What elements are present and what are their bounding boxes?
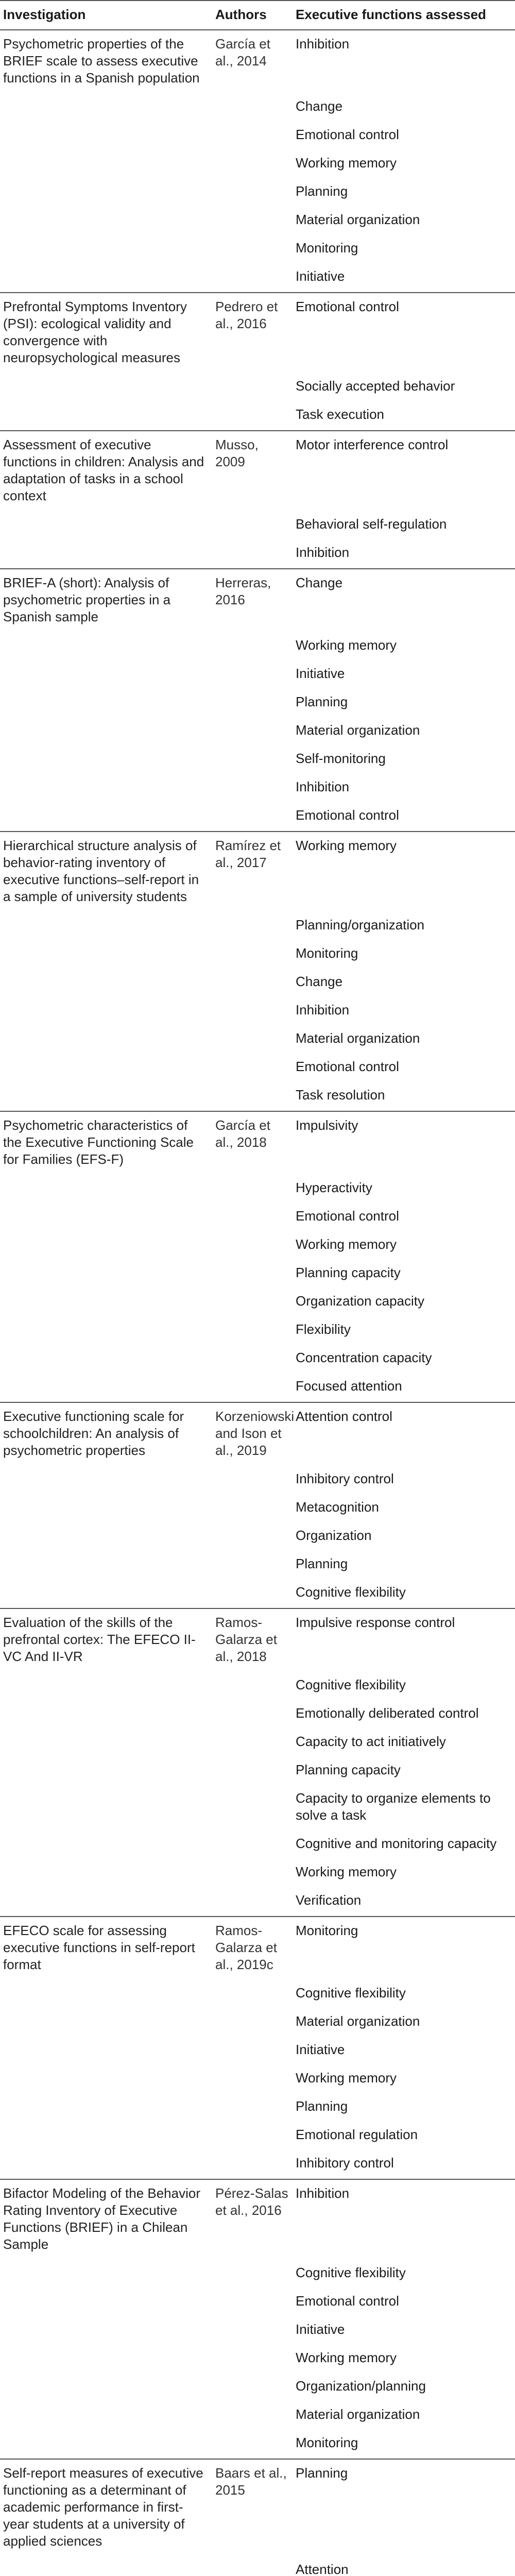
function-cell: Emotional control xyxy=(296,1208,399,1224)
table-row xyxy=(0,1402,515,1459)
empty-cell xyxy=(0,504,212,533)
empty-cell xyxy=(212,228,293,257)
empty-cell xyxy=(212,795,293,832)
function-cell: Cognitive flexibility xyxy=(296,1985,406,2001)
empty-cell xyxy=(212,115,293,143)
empty-cell xyxy=(212,1019,293,1047)
table-row xyxy=(0,1487,515,1516)
empty-cell xyxy=(0,2550,212,2576)
empty-cell xyxy=(0,228,212,257)
empty-cell xyxy=(0,200,212,228)
empty-cell xyxy=(0,2395,212,2423)
function-cell: Impulsive response control xyxy=(293,1608,515,1665)
empty-cell xyxy=(212,990,293,1019)
table-row xyxy=(0,143,515,172)
table-row xyxy=(0,1778,515,1824)
empty-cell xyxy=(0,533,212,569)
empty-cell xyxy=(0,2058,212,2087)
function-cell: Working memory xyxy=(296,637,397,653)
table-row xyxy=(0,2459,515,2550)
table-row xyxy=(0,30,515,87)
empty-cell xyxy=(212,2366,293,2395)
table-row xyxy=(0,832,515,905)
function-cell: Emotionally deliberated control xyxy=(296,1705,479,1721)
investigation-cell: Prefrontal Symptoms Inventory (PSI): ecological validity and convergence with neuropsychological measures xyxy=(0,293,212,366)
table-row xyxy=(0,504,515,533)
table-row xyxy=(0,1917,515,1973)
function-cell: Socially accepted behavior xyxy=(296,378,455,394)
function-cell: Initiative xyxy=(296,666,345,681)
function-cell: Material organization xyxy=(296,212,420,227)
authors-cell: Pedrero et al., 2016 xyxy=(212,293,293,366)
function-cell: Working memory xyxy=(296,1864,397,1879)
empty-cell xyxy=(212,2395,293,2423)
empty-cell xyxy=(0,2366,212,2395)
empty-cell xyxy=(212,1516,293,1544)
empty-cell xyxy=(212,1366,293,1402)
table-row xyxy=(0,2058,515,2087)
empty-cell xyxy=(0,1750,212,1778)
investigation-cell: Bifactor Modeling of the Behavior Rating Inventory of Executive Functions (BRIEF) in a Chilean Sample xyxy=(0,2179,212,2253)
empty-cell xyxy=(0,2143,212,2179)
function-cell: Inhibition xyxy=(296,779,350,794)
function-cell: Hyperactivity xyxy=(296,1180,372,1195)
function-cell: Working memory xyxy=(293,832,515,905)
function-cell: Material organization xyxy=(296,722,420,738)
empty-cell xyxy=(212,625,293,654)
function-cell: Self-monitoring xyxy=(296,751,386,766)
empty-cell xyxy=(0,2253,212,2281)
empty-cell xyxy=(212,1075,293,1111)
table-row xyxy=(0,2281,515,2310)
function-cell: Concentration capacity xyxy=(296,1350,432,1365)
empty-cell xyxy=(0,2030,212,2058)
empty-cell xyxy=(212,934,293,962)
empty-cell xyxy=(212,2115,293,2143)
empty-cell xyxy=(212,1750,293,1778)
table-row xyxy=(0,1572,515,1608)
authors-cell: García et al., 2014 xyxy=(215,36,270,69)
empty-cell xyxy=(212,2423,293,2459)
function-cell: Inhibition xyxy=(296,545,350,560)
empty-cell xyxy=(0,625,212,654)
authors-cell: Ramos-Galarza et al., 2018 xyxy=(212,1608,293,1665)
empty-cell xyxy=(212,2338,293,2366)
function-cell: Inhibitory control xyxy=(296,2155,394,2171)
empty-cell xyxy=(212,2002,293,2030)
table-row xyxy=(0,257,515,293)
empty-cell xyxy=(0,366,212,395)
empty-cell xyxy=(0,2281,212,2310)
empty-cell xyxy=(212,1722,293,1750)
function-cell: Emotional control xyxy=(296,1059,399,1074)
function-cell: Inhibition xyxy=(293,2179,515,2253)
function-cell: Cognitive flexibility xyxy=(296,1677,406,1692)
table-row xyxy=(0,1338,515,1366)
empty-cell xyxy=(0,2338,212,2366)
function-cell: Capacity to organize elements to solve a task xyxy=(296,1790,491,1823)
empty-cell xyxy=(212,395,293,431)
empty-cell xyxy=(212,2030,293,2058)
investigation-cell: Self-report measures of executive functioning as a determinant of academic performance in first-year students at a university of applied sciences xyxy=(0,2459,212,2550)
empty-cell xyxy=(0,1075,212,1111)
function-cell: Planning capacity xyxy=(296,1265,401,1280)
empty-cell xyxy=(0,2115,212,2143)
empty-cell xyxy=(212,533,293,569)
function-cell: Inhibition xyxy=(296,36,350,52)
empty-cell xyxy=(212,200,293,228)
function-cell: Emotional control xyxy=(296,807,399,823)
empty-cell xyxy=(212,962,293,990)
empty-cell xyxy=(212,1196,293,1225)
empty-cell xyxy=(0,654,212,682)
empty-cell xyxy=(0,1196,212,1225)
table-row xyxy=(0,1852,515,1880)
authors-cell: Baars et al., 2015 xyxy=(212,2459,293,2550)
function-cell: Task resolution xyxy=(296,1087,385,1103)
empty-cell xyxy=(212,1047,293,1075)
empty-cell xyxy=(0,962,212,990)
function-cell: Verification xyxy=(296,1892,362,1908)
table-row xyxy=(0,1516,515,1544)
function-cell: Working memory xyxy=(296,1236,397,1252)
empty-cell xyxy=(0,2002,212,2030)
table-row xyxy=(0,2366,515,2395)
empty-cell xyxy=(0,1366,212,1402)
empty-cell xyxy=(0,1693,212,1722)
empty-cell xyxy=(0,2423,212,2459)
empty-cell xyxy=(212,1665,293,1693)
empty-cell xyxy=(0,395,212,431)
function-cell: Capacity to act initiatively xyxy=(296,1734,446,1749)
table-row xyxy=(0,1665,515,1693)
table-header-row xyxy=(0,1,515,30)
table-row xyxy=(0,905,515,934)
function-cell: Organization capacity xyxy=(296,1293,425,1309)
table-row xyxy=(0,2179,515,2253)
empty-cell xyxy=(212,2087,293,2115)
table-row xyxy=(0,990,515,1019)
function-cell: Attention control xyxy=(293,1402,515,1459)
empty-cell xyxy=(0,87,212,115)
table-row xyxy=(0,293,515,366)
table-row xyxy=(0,1880,515,1917)
empty-cell xyxy=(0,1168,212,1196)
table-row xyxy=(0,2002,515,2030)
table-row xyxy=(0,1544,515,1572)
table-row xyxy=(0,682,515,710)
function-cell: Monitoring xyxy=(296,2435,358,2450)
function-cell: Organization/planning xyxy=(296,2378,426,2394)
table-row xyxy=(0,200,515,228)
investigation-cell: Executive functioning scale for schoolchildren: An analysis of psychometric properties xyxy=(0,1402,212,1459)
empty-cell xyxy=(0,1544,212,1572)
function-cell: Initiative xyxy=(296,2042,345,2057)
table-row xyxy=(0,366,515,395)
empty-cell xyxy=(0,1253,212,1281)
table-row xyxy=(0,2115,515,2143)
table-row xyxy=(0,1196,515,1225)
empty-cell xyxy=(212,1487,293,1516)
function-cell: Working memory xyxy=(296,2350,397,2365)
table-row xyxy=(0,1047,515,1075)
function-cell: Monitoring xyxy=(293,1917,515,1973)
empty-cell xyxy=(0,795,212,832)
table-row xyxy=(0,962,515,990)
investigation-cell: Psychometric properties of the BRIEF scale to assess executive functions in a Spanish population xyxy=(3,36,200,86)
function-cell: Emotional regulation xyxy=(296,2127,418,2142)
function-cell: Planning xyxy=(296,694,348,709)
table-row xyxy=(0,87,515,115)
function-cell: Initiative xyxy=(296,2321,345,2337)
table-body xyxy=(0,30,515,2576)
table-row xyxy=(0,625,515,654)
empty-cell xyxy=(0,1824,212,1852)
table-row xyxy=(0,395,515,431)
empty-cell xyxy=(212,2310,293,2338)
empty-cell xyxy=(212,172,293,200)
table-row xyxy=(0,228,515,257)
function-cell: Cognitive flexibility xyxy=(296,1584,406,1600)
empty-cell xyxy=(212,1253,293,1281)
function-cell: Material organization xyxy=(296,2406,420,2422)
table-row xyxy=(0,1693,515,1722)
function-cell: Attention xyxy=(296,2562,349,2576)
table-row xyxy=(0,1111,515,1168)
authors-cell: Korzeniowski and Ison et al., 2019 xyxy=(212,1402,293,1459)
empty-cell xyxy=(212,654,293,682)
empty-cell xyxy=(212,1338,293,1366)
empty-cell xyxy=(0,1880,212,1917)
table-row xyxy=(0,1824,515,1852)
function-cell: Working memory xyxy=(296,2070,397,2086)
function-cell: Planning xyxy=(296,2098,348,2114)
empty-cell xyxy=(0,143,212,172)
table-row xyxy=(0,1366,515,1402)
empty-cell xyxy=(212,1281,293,1310)
header-authors: Authors xyxy=(212,1,293,30)
table-row xyxy=(0,654,515,682)
function-cell: Focused attention xyxy=(296,1378,402,1394)
empty-cell xyxy=(212,2253,293,2281)
function-cell: Change xyxy=(293,569,515,625)
investigation-cell: Evaluation of the skills of the prefrontal cortex: The EFECO II-VC And II-VR xyxy=(0,1608,212,1665)
empty-cell xyxy=(212,1225,293,1253)
empty-cell xyxy=(0,1338,212,1366)
authors-cell: Ramos-Galarza et al., 2019c xyxy=(212,1917,293,1973)
empty-cell xyxy=(212,1459,293,1487)
function-cell: Emotional control xyxy=(296,127,399,142)
table-row xyxy=(0,2310,515,2338)
investigation-cell: EFECO scale for assessing executive functions in self-report format xyxy=(0,1917,212,1973)
empty-cell xyxy=(212,1693,293,1722)
table-row xyxy=(0,795,515,832)
table-row xyxy=(0,767,515,795)
function-cell: Behavioral self-regulation xyxy=(296,516,447,532)
table-row xyxy=(0,739,515,767)
empty-cell xyxy=(0,2310,212,2338)
table-row xyxy=(0,710,515,739)
empty-cell xyxy=(0,710,212,739)
investigation-cell: Psychometric characteristics of the Executive Functioning Scale for Families (EFS-F) xyxy=(0,1111,212,1168)
empty-cell xyxy=(0,257,212,293)
investigation-cell: Hierarchical structure analysis of behavior-rating inventory of executive functions–self-report in a sample of university students xyxy=(0,832,212,905)
empty-cell xyxy=(0,1778,212,1824)
function-cell: Material organization xyxy=(296,2013,420,2029)
function-cell: Change xyxy=(296,98,343,114)
function-cell: Organization xyxy=(296,1528,372,1543)
function-cell: Motor interference control xyxy=(293,431,515,504)
empty-cell xyxy=(0,990,212,1019)
empty-cell xyxy=(0,1310,212,1338)
function-cell: Inhibitory control xyxy=(296,1471,394,1486)
table-row xyxy=(0,1973,515,2002)
empty-cell xyxy=(212,767,293,795)
investigation-cell: Assessment of executive functions in children: Analysis and adaptation of tasks in a school context xyxy=(0,431,212,504)
empty-cell xyxy=(212,739,293,767)
table-row xyxy=(0,1722,515,1750)
empty-cell xyxy=(0,934,212,962)
empty-cell xyxy=(212,682,293,710)
empty-cell xyxy=(212,905,293,934)
authors-cell: Pérez-Salas et al., 2016 xyxy=(212,2179,293,2253)
empty-cell xyxy=(212,1310,293,1338)
empty-cell xyxy=(0,767,212,795)
empty-cell xyxy=(212,143,293,172)
function-cell: Planning capacity xyxy=(296,1762,401,1777)
empty-cell xyxy=(212,257,293,293)
authors-cell: Musso, 2009 xyxy=(212,431,293,504)
empty-cell xyxy=(0,1852,212,1880)
table-row xyxy=(0,569,515,625)
table-row xyxy=(0,1075,515,1111)
table-row xyxy=(0,1459,515,1487)
empty-cell xyxy=(212,710,293,739)
function-cell: Inhibition xyxy=(296,1002,350,1018)
empty-cell xyxy=(212,2058,293,2087)
table-row xyxy=(0,1019,515,1047)
empty-cell xyxy=(212,1880,293,1917)
function-cell: Emotional control xyxy=(293,293,515,366)
empty-cell xyxy=(0,1459,212,1487)
empty-cell xyxy=(212,1544,293,1572)
empty-cell xyxy=(0,1722,212,1750)
empty-cell xyxy=(0,1572,212,1608)
empty-cell xyxy=(0,1281,212,1310)
empty-cell xyxy=(212,1168,293,1196)
function-cell: Emotional control xyxy=(296,2293,399,2309)
table-row xyxy=(0,934,515,962)
empty-cell xyxy=(0,2087,212,2115)
table-row xyxy=(0,2550,515,2576)
empty-cell xyxy=(0,739,212,767)
empty-cell xyxy=(212,1778,293,1824)
function-cell: Planning/organization xyxy=(296,917,425,933)
table-row xyxy=(0,2087,515,2115)
table-row xyxy=(0,1310,515,1338)
table-row xyxy=(0,2423,515,2459)
empty-cell xyxy=(0,1665,212,1693)
function-cell: Planning xyxy=(293,2459,515,2550)
table-row xyxy=(0,533,515,569)
empty-cell xyxy=(212,1572,293,1608)
empty-cell xyxy=(212,504,293,533)
table-row xyxy=(0,1281,515,1310)
empty-cell xyxy=(0,1047,212,1075)
function-cell: Change xyxy=(296,974,343,989)
function-cell: Initiative xyxy=(296,268,345,284)
empty-cell xyxy=(212,2281,293,2310)
empty-cell xyxy=(0,172,212,200)
table-row xyxy=(0,1750,515,1778)
function-cell: Planning xyxy=(296,183,348,199)
empty-cell xyxy=(212,87,293,115)
function-cell: Task execution xyxy=(296,406,384,422)
function-cell: Monitoring xyxy=(296,240,358,256)
table-row xyxy=(0,431,515,504)
table-row xyxy=(0,115,515,143)
investigation-cell: BRIEF-A (short): Analysis of psychometric properties in a Spanish sample xyxy=(0,569,212,625)
empty-cell xyxy=(0,115,212,143)
empty-cell xyxy=(212,2550,293,2576)
header-functions: Executive functions assessed xyxy=(293,1,515,30)
function-cell: Flexibility xyxy=(296,1321,351,1337)
function-cell: Metacognition xyxy=(296,1499,379,1515)
empty-cell xyxy=(0,1516,212,1544)
empty-cell xyxy=(212,2143,293,2179)
empty-cell xyxy=(212,1824,293,1852)
empty-cell xyxy=(212,1973,293,2002)
empty-cell xyxy=(0,682,212,710)
table-row xyxy=(0,2338,515,2366)
authors-cell: Ramírez et al., 2017 xyxy=(212,832,293,905)
table-row xyxy=(0,1608,515,1665)
function-cell: Monitoring xyxy=(296,945,358,961)
empty-cell xyxy=(0,1225,212,1253)
empty-cell xyxy=(0,1973,212,2002)
table-row xyxy=(0,2143,515,2179)
function-cell: Cognitive flexibility xyxy=(296,2265,406,2280)
empty-cell xyxy=(212,1852,293,1880)
table-row xyxy=(0,1168,515,1196)
authors-cell: Herreras, 2016 xyxy=(212,569,293,625)
empty-cell xyxy=(0,905,212,934)
table-row xyxy=(0,2030,515,2058)
table-row xyxy=(0,2395,515,2423)
table-row xyxy=(0,2253,515,2281)
empty-cell xyxy=(0,1019,212,1047)
table-row xyxy=(0,1225,515,1253)
table-row xyxy=(0,172,515,200)
function-cell: Planning xyxy=(296,1556,348,1571)
function-cell: Material organization xyxy=(296,1030,420,1046)
function-cell: Cognitive and monitoring capacity xyxy=(296,1836,497,1851)
header-investigation: Investigation xyxy=(0,1,212,30)
function-cell: Impulsivity xyxy=(293,1111,515,1168)
authors-cell: García et al., 2018 xyxy=(212,1111,293,1168)
table-row xyxy=(0,1253,515,1281)
empty-cell xyxy=(212,366,293,395)
function-cell: Working memory xyxy=(296,155,397,171)
empty-cell xyxy=(0,1487,212,1516)
